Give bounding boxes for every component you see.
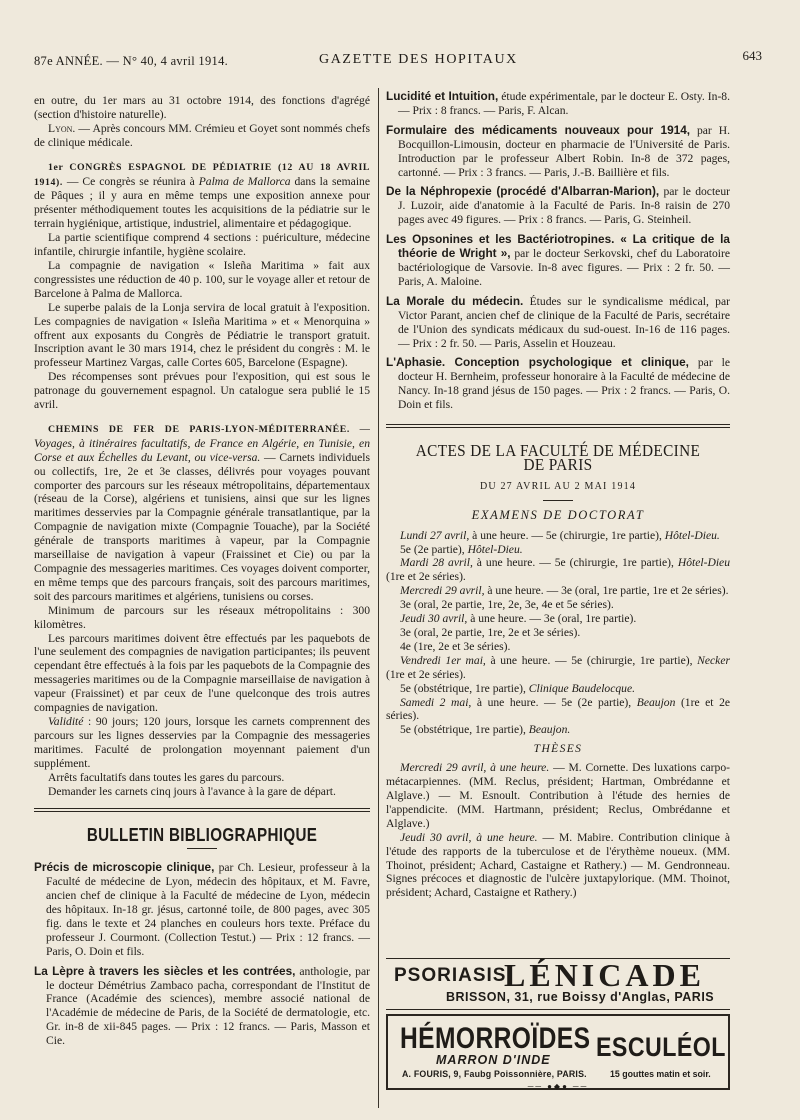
exam-date: Vendredi 1er mai, [400, 653, 486, 667]
ad-hemorroides: HÉMORROÏDES [400, 1022, 591, 1055]
paragraph-lyon [34, 122, 370, 150]
chemins-heading: CHEMINS DE FER DE PARIS-LYON-MÉDITERRANÉE. [48, 423, 350, 435]
ad-psoriasis: PSORIASIS [394, 965, 507, 986]
actes-rule [386, 424, 730, 428]
exam-entry: 3e (oral, 2e partie, 1re, 2e, 3e, 4e et 5e séries). [400, 598, 614, 612]
advertisement-lenicade [386, 958, 730, 1010]
exam-text: à une heure. — 5e (chirurgie, 1re partie), [472, 556, 678, 570]
bib-entry-text: anthologie, par le docteur Démétrius Zambaco pacha, correspondant de l'Institut de France (Académie des sciences), membre associé national de l'Académie de médecine de Paris, de la Société de dermatologie, etc. Gr. in-8 de xii-845 pages. — Prix : 12 francs. — Paris, Masson et Cie. [46, 964, 370, 1048]
these-text: — M. Cornette. Des luxations carpo-métacarpiennes. (MM. Reclus, président; Hartman, Ombrédanne et Alglave.) — M. Esnoult. Contribution à l'étude des hernies de l'appendicite. (MM. Hartmann, président; Reclus, Ombrédanne et Alglave.) [386, 761, 730, 830]
exam-text: (1re et 2e séries). [386, 570, 466, 584]
chemins-text: — Carnets individuels ou collectifs, 1re, 2e et 3e classes, délivrés pour voyages pouvant comporter des parcours sur les réseaux métropolitains, départementaux (réseau de la Corse), algériens et tunisiens, ainsi que sur les lignes maritimes desservies par la Compagnie générale transatlantique, par la Compagnie de navigation mixte (Compagnie Touache), par la Société générale de transports maritimes à vapeur, par la Compagnie marseillaise de navigation à vapeur (Fraissinet et Cie) ou par la Compagnie des messageries maritimes. Ces voyages doivent comporter, en même temps que des parcours français, soit des parcours maritimes, soit des parcours maritimes et algériens, tunisiens ou corses. [34, 450, 370, 603]
validite-text: : 90 jours; 120 jours, lorsque les carnets comprennent des parcours sur les lignes desservies par la Compagnie des messageries maritimes. Faculté de prolongation moyennant paiement d'un supplément. [34, 714, 370, 770]
bib-entry-title: Les Opsonines et les Bactériotropines. « La critique de la théorie de Wright », [386, 232, 730, 261]
issue-line: 87e ANNÉE. — N° 40, 4 avril 1914. [34, 54, 229, 68]
congres-text-b: dans la semaine de Pâques ; il y aura en même temps une exposition annexe pour présenter méthodiquement toutes les acquisitions de la pédiatrie sur le terrain hygiénique, artistique, industriel, alimentaire et pédagogique. [34, 174, 370, 231]
bibliography-title: BULLETIN BIBLIOGRAPHIQUE [86, 824, 318, 846]
chemins-italic: — Voyages, à itinéraires facultatifs, de France en Algérie, en Tunisie, en Corse et aux Échelles du Levant, ou vice-versa. [34, 421, 370, 464]
exam-entry [386, 529, 730, 543]
these-text: — M. Mabire. Contribution clinique à l'étude des rapports de la tuberculose et de l'érythème noueux. (MM. Thoinot, président; Achard, Castaigne et Rathery.) — M. Gendronneau. Signes précoces et diagnostic de l'ulcère juxtapylorique. (MM. Thoinot, président; Achard, Castaigne et Rathery.) [386, 830, 731, 900]
exam-place: Clinique Baudelocque. [528, 681, 636, 695]
ad-lenicade-brand: LÉNICADE [504, 957, 705, 993]
exam-place: Beaujon. [528, 723, 571, 737]
short-rule [187, 848, 217, 849]
paragraph-minimum: Minimum de parcours sur les réseaux métropolitains : 300 kilomètres. [34, 603, 370, 631]
column-divider [378, 88, 379, 1108]
bib-entry [386, 124, 730, 180]
exam-entry [386, 696, 730, 724]
lyon-text: — Après concours MM. Crémieu et Goyet sont nommés chefs de clinique médicale. [34, 121, 370, 149]
paragraph-arrets: Arrêts facultatifs dans toutes les gares du parcours. [48, 770, 285, 784]
paragraph-sections: La partie scientifique comprend 4 sections : puériculture, médecine infantile, chirurgie infantile, hygiène scolaire. [34, 231, 370, 259]
exam-text: 5e (obstétrique, 1re partie), [400, 723, 529, 737]
these-date: Jeudi 30 avril, à une heure. [400, 830, 538, 844]
ad-fouris-address: A. FOURIS, 9, Faubg Poissonnière, PARIS. [402, 1069, 587, 1079]
exam-text: (1re et 2e séries). [386, 695, 731, 723]
exam-text: (1re et 2e séries). [386, 667, 466, 681]
ad-marron-dinde: MARRON D'INDE [436, 1053, 551, 1067]
exam-date: Jeudi 30 avril, [400, 612, 468, 626]
bib-entry-text: par H. Bocquillon-Limousin, docteur en pharmacie de l'Université de Paris. Introduction par le professeur Albert Robin. In-8 de 372 pages, cartonné. — Prix : 3 francs. — Paris, J.-B. Baillière et fils. [398, 123, 731, 179]
exam-text: à une heure. — 3e (oral, 1re partie, 1re et 2e séries). [484, 584, 729, 598]
exam-text: à une heure. — 5e (chirurgie, 1re partie), [485, 653, 698, 667]
exam-text: à une heure. — 5e (2e partie), [471, 695, 637, 709]
bib-entry [386, 356, 730, 412]
bib-entry-title: La Morale du médecin. [386, 293, 524, 308]
bib-entry-text: étude expérimentale, par le docteur E. Osty. In-8. — Prix : 8 francs. — Paris, F. Alcan. [398, 90, 731, 117]
bib-entry-title: De la Néphropexie (procédé d'Albarran-Marion), [386, 184, 660, 199]
exam-place: Beaujon [636, 695, 676, 709]
page-header [34, 48, 762, 74]
bib-entry-text: par le docteur H. Bernheim, professeur honoraire à la Faculté de médecine de Nancy. In-18 grand jésus de 150 pages. — Prix : 2 francs. — Paris, O. Doin et fils. [398, 356, 730, 412]
examens-heading: EXAMENS DE DOCTORAT [471, 507, 645, 522]
paragraph-chemins [34, 422, 370, 604]
exam-date: Samedi 2 mai, [400, 695, 472, 709]
short-rule [543, 500, 573, 501]
these-entry [386, 761, 730, 831]
paragraph-recompenses: Des récompenses sont prévues pour l'exposition, qui est sous le patronage du gouvernement espagnol. Un catalogue sera publié le 15 avril. [34, 370, 370, 412]
exam-entry: 4e (1re, 2e et 3e séries). [400, 639, 511, 653]
bib-entry-text: par le docteur J. Luzoir, aide d'anatomie à la Faculté de Paris. In-8 raisin de 270 pages avec 49 figures. — Prix : 8 francs. — Paris, G. Steinheil. [398, 185, 730, 227]
bib-entry-title: Lucidité et Intuition, [386, 89, 499, 103]
exam-place: Hôtel-Dieu. [467, 542, 523, 556]
congres-heading: 1er CONGRÈS ESPAGNOL DE PÉDIATRIE (12 AU 18 AVRIL 1914). [34, 161, 370, 188]
lyon-label: Lyon. [48, 121, 76, 135]
bib-entry-title: Formulaire des médicaments nouveaux pour 1914, [386, 122, 691, 137]
ad-brisson-address: BRISSON, 31, rue Boissy d'Anglas, PARIS [446, 990, 715, 1004]
bib-entry-title: L'Aphasie. Conception psychologique et clinique, [386, 355, 689, 370]
exam-entry: 3e (oral, 2e partie, 1re, 2e et 3e séries). [400, 626, 581, 639]
ornament-icon: ── ●◆● ── [527, 1082, 589, 1091]
paragraph-congres [34, 160, 370, 232]
exam-entry [386, 584, 730, 598]
paragraph-agrege: en outre, du 1er mars au 31 octobre 1914, des fonctions d'agrégé (section d'histoire naturelle). [34, 94, 370, 121]
exam-date: Lundi 27 avril, [400, 528, 470, 542]
journal-title: GAZETTE DES HOPITAUX [319, 52, 518, 67]
bib-entry [386, 90, 730, 118]
congres-place: Palma de Mallorca [198, 174, 291, 188]
congres-text-a: — Ce congrès se réunira à [62, 174, 199, 188]
paragraph-palais: Le superbe palais de la Lonja servira de local gratuit à l'exposition. Les compagnies de navigation « Isleña Maritima » et « Menorquina » offrent aux exposants du Congrès de Pédiatrie le transport gratuit. Inscription avant le 30 mars 1914, chez le président du congrès : M. le professeur Martinez Vargas, calle Cortes 605, Barcelone (Espagne). [34, 300, 370, 370]
exam-entry [386, 682, 730, 696]
bib-entry [34, 965, 370, 1048]
theses-heading: THÈSES [533, 743, 583, 756]
validite-label: Validité [48, 714, 84, 728]
page-number: 643 [742, 48, 762, 63]
exam-entry [386, 543, 730, 557]
exam-text: 5e (2e partie), [400, 542, 468, 556]
paragraph-validite [34, 715, 370, 771]
exam-entry [386, 556, 730, 584]
paragraph-parcours: Les parcours maritimes doivent être effectués par les paquebots de l'une seulement des compagnies de navigation participantes; ils peuvent cependant être effectués à la fois par les paquebots de la Compagnie des messageries maritimes ou de la Compagnie marseillaise de navigation à vapeur (Fraissinet) et par ceux de l'une quelconque des trois autres compagnies de navigation. [34, 631, 370, 715]
exam-text: à une heure. — 5e (chirurgie, 1re partie), [469, 528, 665, 542]
bib-entry-title: La Lèpre à travers les siècles et les contrées, [34, 963, 296, 978]
exam-text: 5e (obstétrique, 1re partie), [400, 681, 529, 695]
these-entry [386, 831, 730, 901]
these-date: Mercredi 29 avril, à une heure. [400, 761, 550, 775]
bib-entry-text: par Ch. Lesieur, professeur à la Faculté de médecine de Lyon, médecin des hôpitaux, et M. Favre, ancien chef de clinique à la Faculté de médecine de Lyon, médecin des hôpitaux. In-18 gr. jésus, cartonné toile, de 800 pages, avec 305 fig. dans le texte et 24 planches en couleurs hors texte. Préface du professeur J. Courmont. (Collection Testut.) — Prix : 12 francs. — Paris, O. Doin et fils. [46, 861, 370, 958]
exam-entry [386, 612, 730, 626]
exam-place: Necker [697, 653, 730, 667]
bib-entry-text: Études sur le syndicalisme médical, par Victor Parant, ancien chef de clinique de la Faculté de Paris, secrétaire de l'Union des syndicats médicaux du sud-ouest. In-16 de 116 pages. — Prix : 2 fr. 50. — Paris, Asselin et Houzeau. [398, 294, 730, 350]
exam-place: Hôtel-Dieu [677, 556, 730, 570]
advertisement-esculeol [386, 1014, 730, 1090]
bib-entry [34, 861, 370, 958]
bib-entry [386, 233, 730, 289]
ad-dosage: 15 gouttes matin et soir. [610, 1069, 711, 1079]
exam-text: à une heure. — 3e (oral, 1re partie). [467, 612, 637, 626]
bib-entry-title: Précis de microscopie clinique, [34, 860, 215, 875]
exam-date: Mercredi 29 avril, [400, 584, 485, 598]
bib-entry-text: par le docteur Serkovski, chef du Laboratoire bactériologique de Varsovie. In-8 avec figures. — Prix : 2 fr. 50. — Paris, A. Maloine. [398, 247, 730, 288]
right-column [386, 90, 730, 900]
bibliography-rule [34, 808, 370, 812]
ad-esculeol-brand: ESCULÉOL [596, 1032, 726, 1062]
exam-place: Hôtel-Dieu. [664, 528, 720, 542]
left-column [34, 94, 370, 1054]
exam-entry [386, 723, 730, 737]
actes-dates: DU 27 AVRIL AU 2 MAI 1914 [479, 480, 637, 492]
exam-date: Mardi 28 avril, [400, 556, 473, 570]
bib-entry [386, 295, 730, 351]
exam-entry [386, 654, 730, 682]
paragraph-compagnie: La compagnie de navigation « Isleña Maritima » fait aux congressistes une réduction de 40 p. 100, sur le voyage aller et retour de Barcelone à Palma de Mallorca. [34, 258, 370, 300]
bib-entry [386, 185, 730, 227]
paragraph-demander: Demander les carnets cinq jours à l'avance à la gare de départ. [48, 784, 336, 798]
actes-title: ACTES DE LA FACULTÉ DE MÉDECINE DE PARIS [415, 441, 701, 474]
